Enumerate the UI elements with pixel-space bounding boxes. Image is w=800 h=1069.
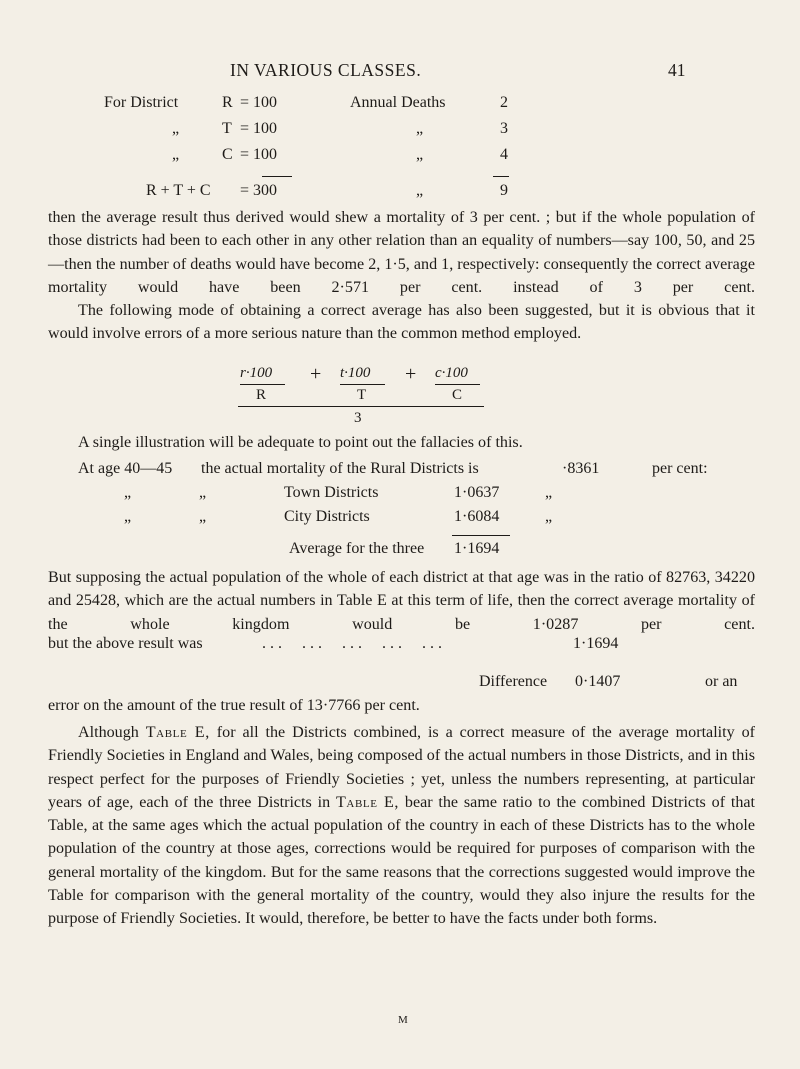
deaths-value: 3	[500, 120, 508, 137]
age-row	[0, 508, 800, 532]
deaths-label: Annual Deaths	[350, 94, 446, 111]
row-label: For District	[104, 94, 179, 111]
district-row	[0, 146, 800, 170]
p4-part-1: Although	[78, 724, 139, 741]
p4-part-3: bear the same ratio to the combined Districts of that Table, at the same ages which the actual population of the country in each of these Districts has to the whole population of the country at those ages, corrections would be required for purposes of comparison with the general mortality of the kingdom. But for the same reasons that the corrections suggested would improve the Table for comparison with the general mortality of the country, would they also injure the results for the purpose of Friendly Societies. It would, therefore, be better to have the facts under both forms.	[48, 793, 756, 928]
plus-sign: +	[310, 363, 322, 385]
age-prefix: At age 40—45	[78, 460, 173, 477]
signature-mark: M	[398, 1014, 408, 1026]
age-text: the actual mortality of the Rural Districts is	[201, 460, 479, 477]
row-label: „	[172, 146, 180, 163]
age-prefix-2: „	[199, 508, 207, 525]
term-numerator: r·100	[240, 365, 273, 381]
table-reference: Table E,	[145, 724, 210, 741]
age-row	[0, 460, 800, 484]
age-suffix: „	[545, 484, 553, 501]
table-reference: Table E,	[336, 793, 400, 811]
row-eq: = 100	[240, 94, 278, 111]
age-average-row	[0, 540, 800, 564]
formula-divisor: 3	[354, 410, 362, 426]
above-result-row	[0, 635, 800, 659]
deaths-value: 4	[500, 146, 508, 163]
deaths-label: „	[416, 182, 424, 199]
difference-label: Difference	[479, 673, 548, 690]
sum-rule	[262, 176, 292, 177]
age-prefix: „	[124, 484, 132, 501]
row-eq: = 100	[240, 146, 278, 163]
above-result-value: 1·1694	[573, 635, 619, 652]
age-text: City Districts	[284, 508, 370, 525]
age-prefix: „	[124, 508, 132, 525]
paragraph-4	[48, 721, 755, 931]
term-numerator: t·100	[340, 365, 371, 381]
age-text: Town Districts	[284, 484, 379, 501]
term-denominator: R	[256, 387, 267, 403]
row-letter: C	[222, 146, 233, 163]
average-label: Average for the three	[289, 540, 425, 557]
paragraph-3: But supposing the actual population of the whole of each district at that age was in the ratio of 82763, 34220 and 25428, which are the actual numbers in Table E at this term of life, then the correct average mortality of the whole kingdom would be 1·0287 per cent.	[48, 569, 755, 633]
sum-rule	[452, 535, 510, 536]
above-result-label: but the above result was	[48, 635, 203, 652]
district-total-row	[0, 182, 800, 206]
leader-dots: . . . . . . . . . . . . . . .	[262, 635, 442, 652]
average-value: 1·1694	[454, 540, 500, 557]
age-value: ·8361	[562, 460, 600, 477]
district-row	[0, 94, 800, 118]
row-label: „	[172, 120, 180, 137]
page-number: 41	[668, 60, 686, 80]
error-line: error on the amount of the true result of 13·7766 per cent.	[48, 697, 420, 714]
term-denominator: C	[452, 387, 463, 403]
age-suffix: per cent:	[652, 460, 708, 477]
deaths-label: „	[416, 146, 424, 163]
total-deaths: 9	[500, 182, 508, 199]
district-row	[0, 120, 800, 144]
total-label: R + T + C	[146, 182, 211, 199]
age-prefix-2: „	[199, 484, 207, 501]
difference-row	[0, 673, 800, 697]
age-suffix: „	[545, 508, 553, 525]
deaths-value: 2	[500, 94, 508, 111]
row-letter: T	[222, 120, 232, 137]
term-numerator: c·100	[435, 365, 468, 381]
row-letter: R	[222, 94, 233, 111]
fraction-bar	[435, 384, 480, 385]
row-eq: = 100	[240, 120, 278, 137]
running-title: IN VARIOUS CLASSES.	[230, 60, 422, 80]
term-denominator: T	[357, 387, 367, 403]
age-row	[0, 484, 800, 508]
age-value: 1·0637	[454, 484, 500, 501]
total-eq: = 300	[240, 182, 278, 199]
fraction-bar	[340, 384, 385, 385]
difference-value: 0·1407	[575, 673, 621, 690]
age-value: 1·6084	[454, 508, 500, 525]
deaths-label: „	[416, 120, 424, 137]
fraction-bar	[240, 384, 285, 385]
plus-sign: +	[405, 363, 417, 385]
sum-rule	[493, 176, 509, 177]
p4-part-2: for all the Districts combined, is a correct measure of the average mortality of Friendly Societies in England and Wales, being composed of the actual numbers in those Districts, and in this respect perfect for the purposes of Friendly Societies ; yet, unless the numbers representing, at particular years of age, each of the three Districts in	[48, 724, 755, 811]
difference-tail: or an	[705, 673, 738, 690]
main-fraction-bar	[238, 406, 484, 407]
paragraph-2: The following mode of obtaining a correct average has also been suggested, but it is obvious that it would involve errors of a more serious nature than the common method employed.	[48, 302, 755, 343]
illustration-intro: A single illustration will be adequate to point out the fallacies of this.	[78, 434, 523, 451]
paragraph-1: then the average result thus derived would shew a mortality of 3 per cent. ; but if the whole population of those districts had been to each other in any other relation than an equality of numbers—say 100, 50, and 25—then the number of deaths would have become 2, 1·5, and 1, respectively: consequently the correct average mortality would have been 2·571 per cent. instead of 3 per cent.	[48, 209, 755, 296]
